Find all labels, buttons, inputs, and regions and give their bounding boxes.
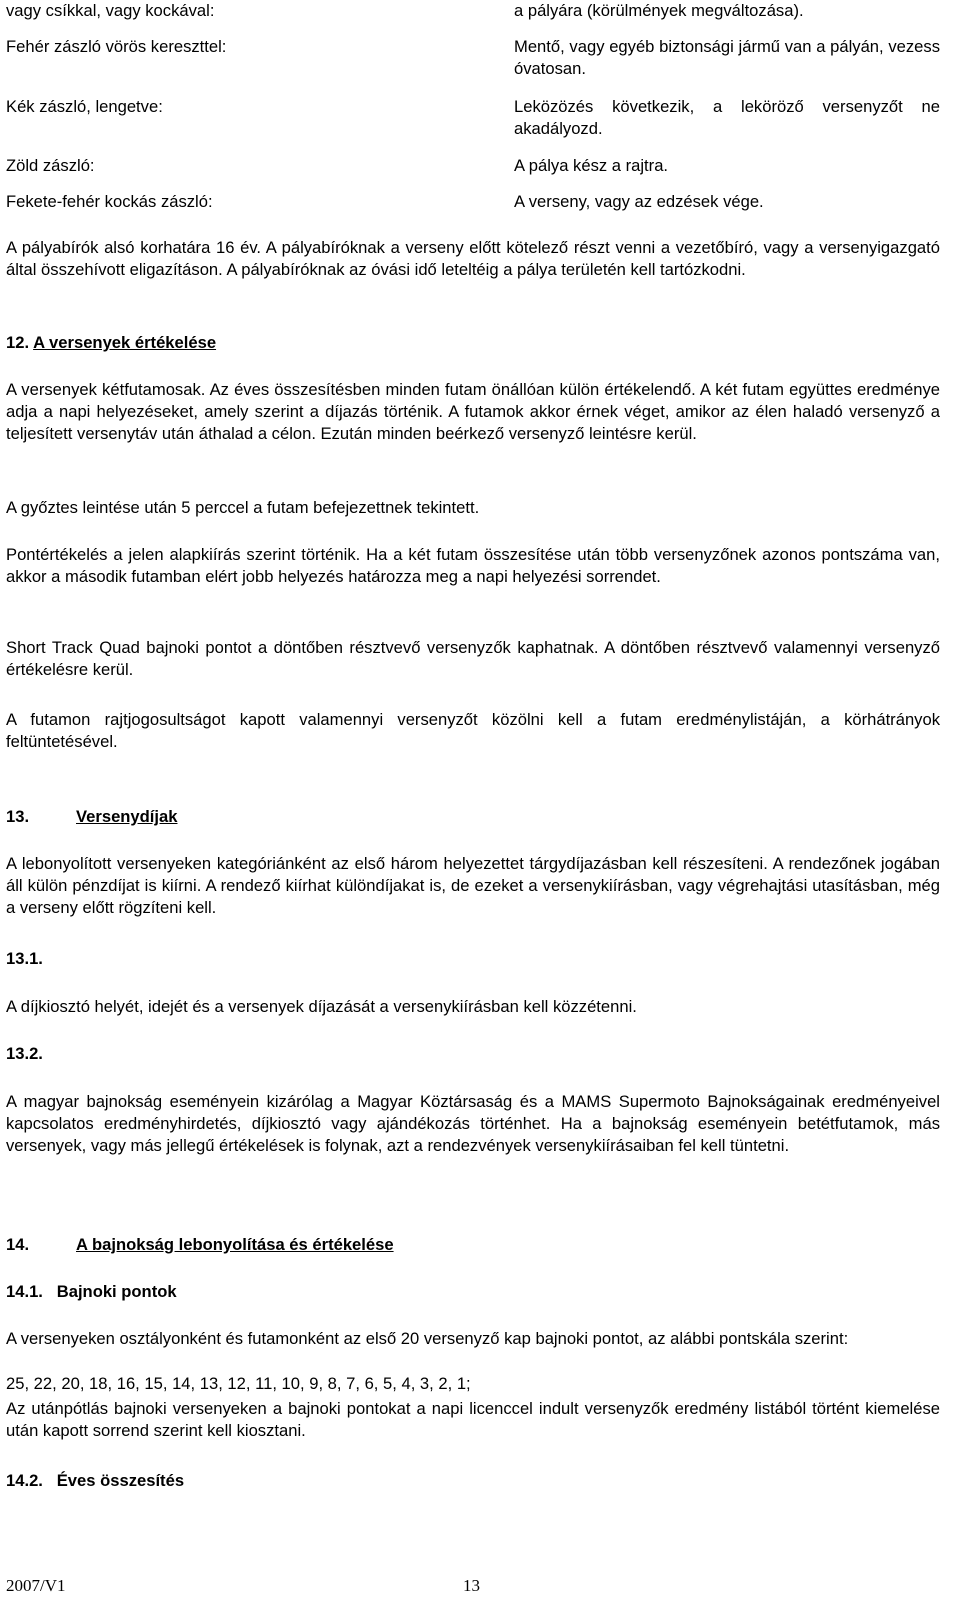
section-title: Versenydíjak xyxy=(76,807,178,826)
s13-2-paragraph: A magyar bajnokság eseményein kizárólag a Magyar Köztársaság és a MAMS Supermoto Bajnokságainak eredményeivel kapcsolatos eredményhirdetés, díjkiosztó vagy ajándékozás történhet. Ha a bajnokság eseményein betétfutamok, más versenyek, vagy más jellegű értékelések is folynak, azt a rendezvények versenykiírásaiban fel kell tüntetni. xyxy=(6,1092,940,1155)
s14-2-heading: 14.2. Éves összesítés xyxy=(6,1471,185,1490)
s13-2-number: 13.2. xyxy=(6,1044,43,1063)
s14-1-heading: 14.1. Bajnoki pontok xyxy=(6,1282,177,1301)
section-number: 14. xyxy=(6,1235,30,1254)
flag-label: vagy csíkkal, vagy kockával: xyxy=(6,1,215,20)
s12-paragraph-2: A győztes leintése után 5 perccel a futam befejezettnek tekintett. xyxy=(6,498,480,517)
flag-label: Fehér zászló vörös kereszttel: xyxy=(6,37,227,56)
s13-1-number: 13.1. xyxy=(6,949,43,968)
flag-meaning: A pálya kész a rajtra. xyxy=(514,156,669,175)
s12-paragraph-5: A futamon rajtjogosultságot kapott valamennyi versenyzőt közölni kell a futam eredménylistáján, a körhátrányok feltüntetésével. xyxy=(6,710,940,751)
flag-meaning: Mentő, vagy egyéb biztonsági jármű van a pályán, vezess óvatosan. xyxy=(514,37,940,78)
s13-paragraph-1: A lebonyolított versenyeken kategóriánként az első három helyezettet tárgydíjazásban kell részesíteni. A rendezőnek jogában áll külön pénzdíjat is kiírni. A rendező kiírhat különdíjakat is, de ezeket a versenykiírásban, vagy végrehajtási utasításban, még a verseny előtt rögzíteni kell. xyxy=(6,854,940,917)
page-number: 13 xyxy=(463,1576,480,1595)
s14-1-paragraph-1: A versenyeken osztályonként és futamonként az első 20 versenyző kap bajnoki pontot, az alábbi pontskála szerint: xyxy=(6,1329,849,1348)
section-number: 12. xyxy=(6,333,30,352)
s12-paragraph-1: A versenyek kétfutamosak. Az éves összesítésben minden futam önállóan külön értékelendő. A két futam együttes eredménye adja a napi helyezéseket, amely szerint a díjazás történik. A futamok akkor érnek véget, amikor az élen haladó versenyző a teljesített versenytáv után áthalad a célon. Ezután minden beérkező versenyző leintésre kerül. xyxy=(6,380,940,443)
flag-meaning: Leközözés következik, a leköröző versenyzőt ne akadályozd. xyxy=(514,97,940,138)
flag-label: Fekete-fehér kockás zászló: xyxy=(6,192,213,211)
s13-1-paragraph: A díjkiosztó helyét, idejét és a versenyek díjazását a versenykiírásban kell közzétenni. xyxy=(6,997,637,1016)
section-12-heading xyxy=(6,332,216,354)
marshals-paragraph: A pályabírók alsó korhatára 16 év. A pályabíróknak a verseny előtt kötelező részt venni a vezetőbíró, vagy a versenyigazgató által összehívott eligazításon. A pályabíróknak az óvási idő leteltéig a pálya területén kell tartózkodni. xyxy=(6,238,940,279)
footer-version: 2007/V1 xyxy=(6,1576,66,1595)
s12-paragraph-3: Pontértékelés a jelen alapkiírás szerint történik. Ha a két futam összesítése után több versenyzőnek azonos pontszáma van, akkor a második futamban elért jobb helyezés határozza meg a napi helyezési sorrendet. xyxy=(6,545,940,586)
section-13-heading xyxy=(6,806,177,828)
flag-label: Kék zászló, lengetve: xyxy=(6,97,163,116)
s12-paragraph-4: Short Track Quad bajnoki pontot a döntőben résztvevő versenyzők kaphatnak. A döntőben résztvevő valamennyi versenyző értékelésre kerül. xyxy=(6,638,940,679)
flag-label: Zöld zászló: xyxy=(6,156,95,175)
flag-meaning: A verseny, vagy az edzések vége. xyxy=(514,192,764,211)
section-title: A versenyek értékelése xyxy=(33,333,217,352)
section-14-heading xyxy=(6,1234,394,1256)
section-title: A bajnokság lebonyolítása és értékelése xyxy=(76,1235,394,1254)
flag-meaning: a pályára (körülmények megváltozása). xyxy=(514,1,804,20)
s14-1-point-scale: 25, 22, 20, 18, 16, 15, 14, 13, 12, 11, 10, 9, 8, 7, 6, 5, 4, 3, 2, 1; xyxy=(6,1374,471,1393)
s14-1-paragraph-2: Az utánpótlás bajnoki versenyeken a bajnoki pontokat a napi licenccel indult versenyzők eredmény listából történt kiemelése után kapott sorrend szerint kell kiosztani. xyxy=(6,1399,940,1440)
section-number: 13. xyxy=(6,807,30,826)
